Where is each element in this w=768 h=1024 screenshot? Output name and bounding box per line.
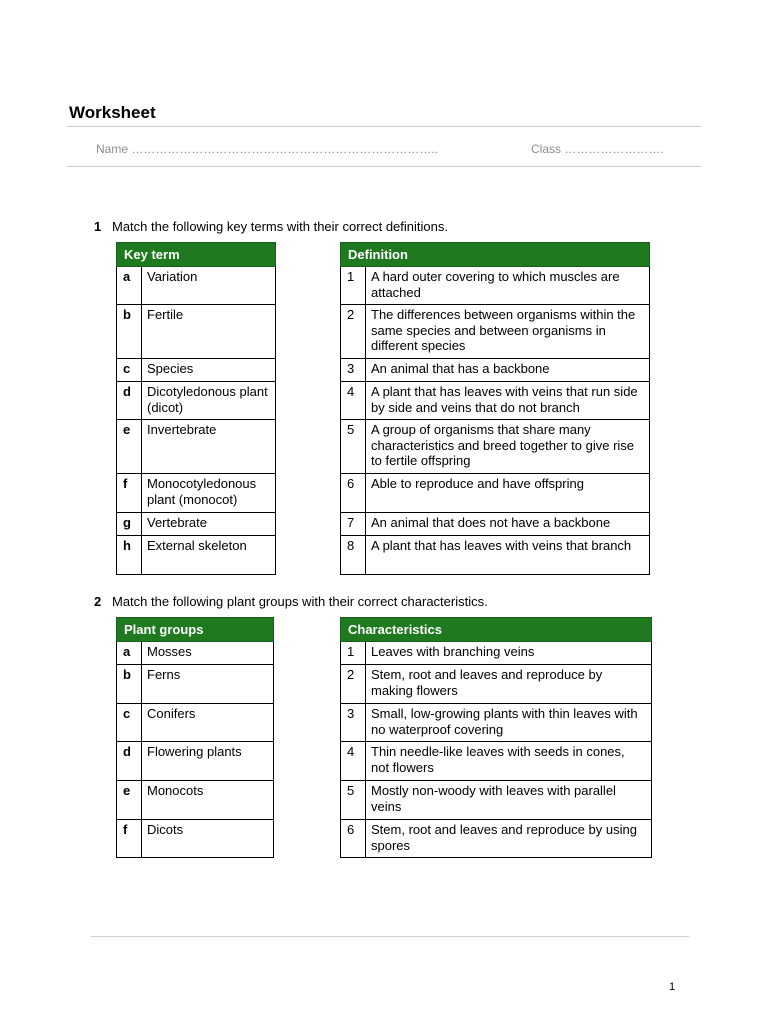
definition-text: A plant that has leaves with veins that run side by side and veins that do not branch [366,382,650,420]
term-text: External skeleton [142,536,276,575]
characteristics-table [340,617,652,858]
group-text: Mosses [142,642,274,665]
term-text: Species [142,359,276,382]
term-text: Variation [142,267,276,305]
question-1-number: 1 [94,219,102,234]
table-row [117,820,274,858]
definition-number: 6 [341,474,366,513]
characteristic-number: 5 [341,781,366,820]
table-row [117,642,274,665]
group-letter: d [117,742,142,781]
table-row [341,536,650,575]
table-row [341,267,650,305]
table-row [117,474,276,513]
table-row [341,420,650,474]
characteristic-text: Mostly non-woody with leaves with parallel veins [366,781,652,820]
definitions-table [340,242,650,575]
table-row [117,513,276,536]
term-letter: g [117,513,142,536]
group-text: Ferns [142,665,274,704]
term-letter: f [117,474,142,513]
definition-text: The differences between organisms within the same species and between organisms in different species [366,305,650,359]
definition-text: A group of organisms that share many characteristics and breed together to give rise to fertile offspring [366,420,650,474]
table-row [341,781,652,820]
table-row [341,704,652,742]
group-letter: c [117,704,142,742]
group-text: Monocots [142,781,274,820]
term-letter: b [117,305,142,359]
term-text: Vertebrate [142,513,276,536]
characteristic-text: Leaves with branching veins [366,642,652,665]
term-letter: d [117,382,142,420]
group-letter: f [117,820,142,858]
definition-header: Definition [341,243,650,267]
table-row [117,536,276,575]
term-letter: c [117,359,142,382]
table-row [341,382,650,420]
plant-groups-table [116,617,274,858]
page-number: 1 [669,981,676,993]
table-row [117,305,276,359]
table-row [341,665,652,704]
definition-number: 5 [341,420,366,474]
group-text: Dicots [142,820,274,858]
characteristic-text: Small, low-growing plants with thin leaves with no waterproof covering [366,704,652,742]
characteristics-header: Characteristics [341,618,652,642]
footer-rule [91,936,689,937]
characteristic-number: 3 [341,704,366,742]
table-row [117,359,276,382]
table-row [117,267,276,305]
name-field-line: Name ………………………………………………………………….. [96,142,439,156]
table-row [117,742,274,781]
term-text: Monocotyledonous plant (monocot) [142,474,276,513]
group-letter: e [117,781,142,820]
definition-text: An animal that has a backbone [366,359,650,382]
group-letter: a [117,642,142,665]
characteristic-number: 1 [341,642,366,665]
question-2-prompt: Match the following plant groups with their correct characteristics. [112,594,488,609]
group-text: Conifers [142,704,274,742]
definition-number: 8 [341,536,366,575]
header-rule-top [67,126,701,127]
definition-number: 7 [341,513,366,536]
table-row [117,704,274,742]
definition-number: 1 [341,267,366,305]
characteristic-text: Stem, root and leaves and reproduce by making flowers [366,665,652,704]
term-letter: h [117,536,142,575]
characteristic-number: 2 [341,665,366,704]
header-rule-bottom [67,166,701,167]
plant-groups-header: Plant groups [117,618,274,642]
table-row [341,820,652,858]
definition-number: 4 [341,382,366,420]
table-row [117,382,276,420]
table-row [341,742,652,781]
definition-text: A plant that has leaves with veins that branch [366,536,650,575]
definition-text: Able to reproduce and have offspring [366,474,650,513]
group-text: Flowering plants [142,742,274,781]
characteristic-text: Stem, root and leaves and reproduce by using spores [366,820,652,858]
term-text: Invertebrate [142,420,276,474]
table-row [341,642,652,665]
page-title: Worksheet [69,103,156,122]
term-letter: a [117,267,142,305]
term-text: Dicotyledonous plant (dicot) [142,382,276,420]
characteristic-text: Thin needle-like leaves with seeds in cones, not flowers [366,742,652,781]
term-letter: e [117,420,142,474]
definition-text: A hard outer covering to which muscles are attached [366,267,650,305]
definition-text: An animal that does not have a backbone [366,513,650,536]
key-terms-table [116,242,276,575]
table-row [117,420,276,474]
class-field-line: Class ……………………. [531,142,664,156]
characteristic-number: 6 [341,820,366,858]
group-letter: b [117,665,142,704]
definition-number: 3 [341,359,366,382]
table-row [341,359,650,382]
table-row [341,474,650,513]
table-row [117,665,274,704]
characteristic-number: 4 [341,742,366,781]
definition-number: 2 [341,305,366,359]
term-text: Fertile [142,305,276,359]
table-row [117,781,274,820]
question-1-prompt: Match the following key terms with their correct definitions. [112,219,448,234]
question-2-number: 2 [94,594,102,609]
table-row [341,305,650,359]
table-row [341,513,650,536]
key-term-header: Key term [117,243,276,267]
